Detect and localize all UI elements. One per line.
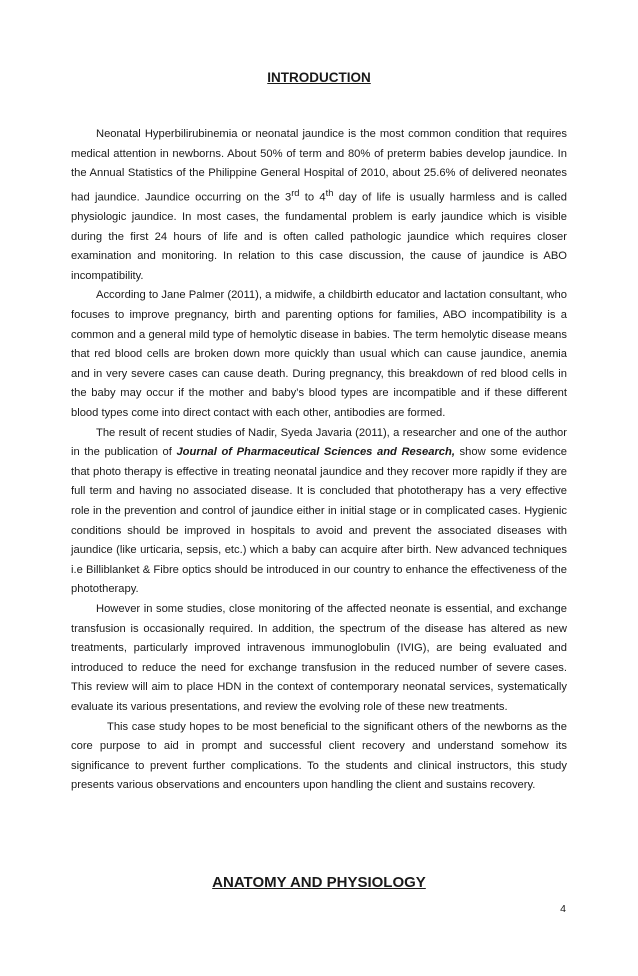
- paragraph-2: [71, 286, 567, 423]
- paragraph-5: [71, 718, 567, 796]
- para1-text-b: to 4: [299, 191, 326, 204]
- superscript-th: th: [325, 187, 334, 198]
- para3-text-a: The result of recent studies of Nadir, Syeda Javaria (2011), a researcher and one of the author in the publication of: [71, 426, 567, 459]
- page-heading: INTRODUCTION: [267, 70, 371, 85]
- superscript-rd: rd: [291, 187, 300, 198]
- paragraph-1: [71, 125, 567, 286]
- section-heading: ANATOMY AND PHYSIOLOGY: [212, 874, 426, 891]
- para1-text-c: day of life is usually harmless and is called physiologic jaundice. In most cases, the fundamental problem is early jaundice which is visible during the first 24 hours of life and is often called pathologic jaundice which requires closer examination and monitoring. In relation to this case discussion, the cause of jaundice is ABO incompatibility.: [71, 191, 567, 282]
- paragraph-3: [71, 424, 567, 600]
- body-text: [71, 125, 567, 796]
- para5-text: This case study hopes to be most beneficial to the significant others of the newborns as the core purpose to aid in prompt and successful client recovery and understand somehow its significance to prevent further complications. To the students and clinical instructors, this study presents various observations and encounters upon handling the client and sustains recovery.: [71, 720, 567, 792]
- para3-text-b: show some evidence that photo therapy is effective in treating neonatal jaundice and they recover more rapidly if they are full term and having no associated disease. It is concluded that phototherapy has a very effective role in the prevention and control of jaundice either in initial stage or in complicated cases. Hygienic conditions should be improved in hospitals to avoid and prevent the associated diseases with jaundice (like urticaria, sepsis, etc.) which a baby can acquire after birth. New advanced techniques i.e Billiblanket & Fibre optics should be introduced in our country to enhance the effectiveness of the phototherapy.: [71, 446, 567, 596]
- paragraph-4: [71, 600, 567, 718]
- journal-title: Journal of Pharmaceutical Sciences and Research,: [176, 446, 455, 459]
- page-number: 4: [560, 903, 566, 915]
- para2-text: According to Jane Palmer (2011), a midwife, a childbirth educator and lactation consultant, who focuses to improve pregnancy, birth and parenting options for families, ABO incompatibility is a common and a general mild type of hemolytic disease in babies. The term hemolytic disease means that red blood cells are broken down more quickly than usual which can cause jaundice, anemia and in very severe cases can cause death. During pregnancy, this breakdown of red blood cells in the baby may occur if the mother and baby’s blood types are incompatible and if these different blood types come into direct contact with each other, antibodies are formed.: [71, 289, 567, 420]
- para1-text-a: Neonatal Hyperbilirubinemia or neonatal jaundice is the most common condition that requires medical attention in newborns. About 50% of term and 80% of preterm babies develop jaundice. In the Annual Statistics of the Philippine General Hospital of 2010, about 25.6% of delivered neonates had jaundice. Jaundice occurring on the 3: [71, 128, 567, 204]
- para4-text: However in some studies, close monitoring of the affected neonate is essential, and exchange transfusion is occasionally required. In addition, the spectrum of the disease has altered as new treatments, particularly improved intravenous immunoglobulin (IVIG), are being evaluated and introduced to reduce the need for exchange transfusion in the reduced number of severe cases. This review will aim to place HDN in the context of contemporary neonatal services, systematically evaluate its various presentations, and review the evolving role of these new treatments.: [71, 602, 567, 713]
